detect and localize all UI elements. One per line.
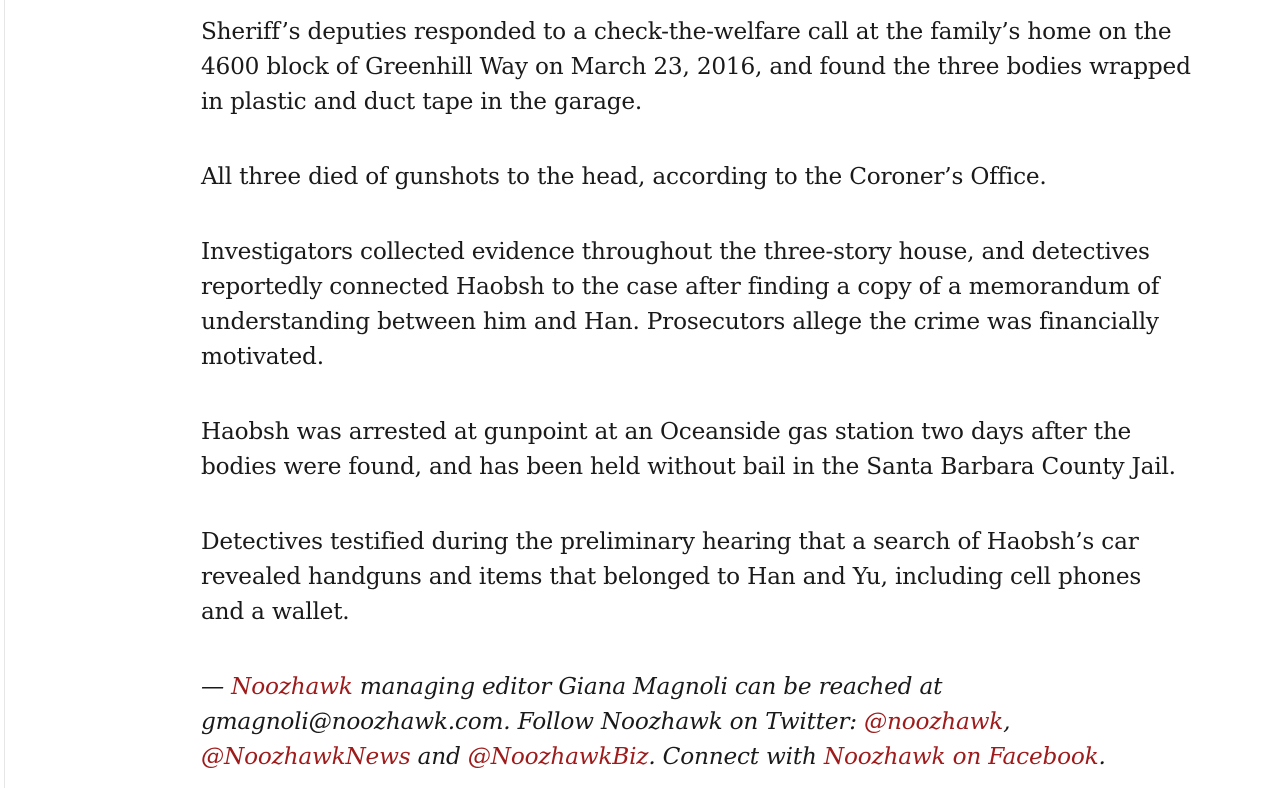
article-paragraph-3: Investigators collected evidence throughout the three-story house, and detectives reportedly connected Haobsh to the case after finding a copy of a memorandum of understanding between him and Han. Prosecutors allege the crime was financially motivated. <box>201 238 1160 370</box>
signoff-text-3: and <box>410 743 468 770</box>
signoff-dash: — <box>201 673 232 700</box>
signoff-text-1: managing editor Giana Magnoli can be reached at gmagnoli@noozhawk.com. Follow Noozhawk on Twitter: <box>201 673 943 735</box>
article-paragraph-1: Sheriff’s deputies responded to a check-the-welfare call at the family’s home on the 4600 block of Greenhill Way on March 23, 2016, and found the three bodies wrapped in plastic and duct tape in the garage. <box>201 18 1191 115</box>
article-paragraph-2: All three died of gunshots to the head, according to the Coroner’s Office. <box>201 163 1047 190</box>
facebook-link[interactable]: Noozhawk on Facebook <box>823 743 1099 770</box>
signoff-text-4: . Connect with <box>648 743 824 770</box>
author-signoff <box>201 669 1191 774</box>
signoff-text-2: , <box>1003 708 1011 735</box>
noozhawk-link[interactable]: Noozhawk <box>231 673 353 700</box>
twitter-noozhawk-link[interactable]: @noozhawk <box>864 708 1004 735</box>
twitter-noozhawknews-link[interactable]: @NoozhawkNews <box>201 743 411 770</box>
signoff-text-5: . <box>1098 743 1106 770</box>
twitter-noozhawkbiz-link[interactable]: @NoozhawkBiz <box>467 743 649 770</box>
article-paragraph-4: Haobsh was arrested at gunpoint at an Oceanside gas station two days after the bodies were found, and has been held without bail in the Santa Barbara County Jail. <box>201 418 1176 480</box>
article-body <box>201 14 1191 774</box>
article-paragraph-5: Detectives testified during the preliminary hearing that a search of Haobsh’s car revealed handguns and items that belonged to Han and Yu, including cell phones and a wallet. <box>201 528 1142 625</box>
page-left-border <box>4 0 5 788</box>
